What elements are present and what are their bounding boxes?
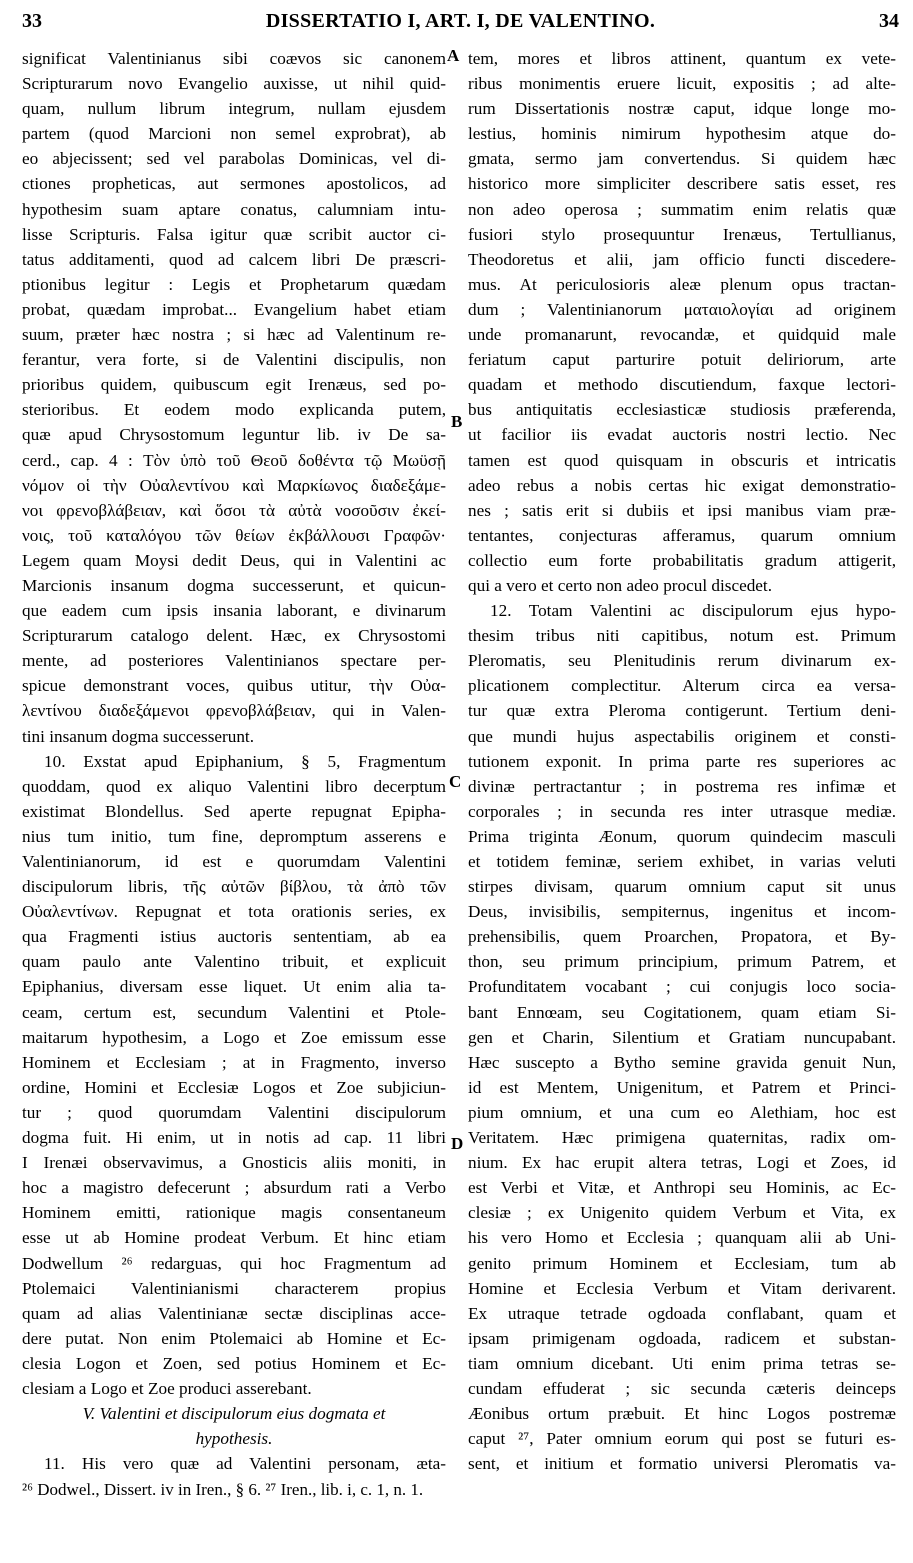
text-line: Valentinianorum, id est e quorumdam Valentini [22,852,446,871]
text-line: partem (quod Marcioni non semel exprobrat), ab [22,124,446,144]
text-line: V. Valentini et discipulorum eius dogmata et [82,1404,386,1424]
text-line: νοις, τοῦ καταλόγου τῶν θείων ἐκβάλλουσι Γραφῶν· [22,525,446,545]
margin-letter-a: A [447,46,460,65]
right-column [468,46,896,1476]
text-line: cerd., cap. 4 : Τὸν ὑπὸ τοῦ Θεοῦ δοθέντα τῷ Μωϋσῇ [22,450,446,470]
text-line: Prima triginta Æonum, quorum quindecim masculi [468,826,896,846]
text-line: Marcionis insanum dogma successerunt, et quicun- [22,575,446,595]
footnote-line: ²⁶ Dodwel., Dissert. iv in Iren., § 6. ²⁷ Iren., lib. i, c. 1, n. 1. [22,1480,424,1499]
text-line: quadam et methodo discutiendum, faxque lectori- [468,375,896,395]
text-line: historico more simpliciter describere satis esset, res [468,174,896,194]
text-line: Hominem et Ecclesiam ; at in Fragmento, inverso [22,1052,446,1072]
text-line: quam paulo ante Valentino tribuit, et explicuit [22,952,446,972]
text-line: spicue demonstrant voces, quibus utitur, τὴν Οὐα- [22,676,446,696]
text-line: Æonibus ortum præbuit. Et hinc Logos postremæ [468,1404,896,1424]
text-line: I Irenæi observavimus, a Gnosticis aliis moniti, in [22,1153,446,1173]
text-line: Legem quam Moysi dedit Deus, qui in Valentini ac [22,550,446,570]
text-line: Veritatem. Hæc primigena quaternitas, radix om- [468,1128,896,1148]
text-line: probat, quædam improbat... Evangelium habet etiam [22,299,446,319]
text-line: hypothesim suam aptare conatus, calumniam intu- [22,199,446,219]
text-line: Profunditatem vocabant ; cui conjugis loco socia- [468,977,896,997]
text-line: discipulorum libris, τῆς αὐτῶν βίβλου, τὰ ἀπὸ τῶν [22,877,446,897]
text-line: ctiones propheticas, aut sermones apostolicos, ad [22,174,446,194]
text-line: et totidem feminæ, seriem exhibet, in varias veluti [468,852,896,871]
text-line: que mundi hujus aspectabilis originem et consti- [468,726,896,746]
text-line: quam, nullum librum integrum, nullam ejusdem [22,99,446,119]
text-line: tamen est quod quisquam in obscuris et intricatis [468,450,896,470]
text-line: tini insanum dogma successerunt. [22,726,254,746]
page-number-left: 33 [22,10,42,32]
text-line: tur quæ extra Pleroma contigerunt. Tertium deni- [468,701,896,721]
text-line: dere putat. Non enim Ptolemaici ab Homine et Ec- [22,1328,446,1348]
text-line: fusiori stylo prosequuntur Irenæus, Tertullianus, [468,224,896,244]
text-line: thon, seu primum principium, primum Patrem, et [468,952,896,972]
text-line: clesiæ ; ex Unigenito quidem Verbum et Vita, ex [468,1203,896,1223]
text-line: gen et Charin, Silentium et Gratiam nuncupabant. [468,1027,896,1047]
text-line: bant Ennœam, seu Cogitationem, quam etiam Si- [468,1002,896,1022]
text-line: maitarum hypothesim, a Logo et Zoe emissum esse [22,1027,446,1047]
text-line: Pleromatis, seu Plenitudinis rerum divinarum ex- [468,651,896,671]
text-line: Homine et Ecclesia Verbum et Vitam derivarent. [468,1278,896,1298]
margin-letter-d: D [451,1134,464,1153]
text-line: rum Dissertationis nostræ caput, idque longe mo- [468,99,896,119]
text-line: est Verbi et Vitæ, et Anthropi seu Hominis, ac Ec- [468,1178,896,1198]
text-line: tiam omnium dicebant. Uti enim prima tetras se- [468,1353,896,1373]
text-line: qui a vero et certo non adeo procul discedet. [468,575,773,595]
text-line: mus. At periculosioris aleæ plenum opus tractan- [468,274,896,294]
text-line: ptionibus legitur : Legis et Prophetarum quædam [22,274,446,294]
text-line: Ex utraque tetrade ogdoada conflabant, quam et [468,1303,896,1323]
text-line: Epiphanius, diversam esse liquet. Ut enim alia ta- [22,977,446,997]
page-number-right: 34 [879,10,899,32]
text-line: mente, ad posteriores Valentinianos spectare per- [22,651,446,671]
text-line: nes ; satis erit si dubiis et ipsi manibus viam præ- [468,500,896,520]
text-line: Scripturarum novo Evangelio auxisse, ut nihil quid- [22,74,446,94]
running-header [22,10,899,40]
text-line: lestius, hominis nimirum hypothesim atque do- [468,124,896,144]
text-line: Scripturarum catalogo delent. Hæc, ex Chrysostomi [22,626,446,646]
text-line: adeo rebus a nobis certas hic exigat demonstratio- [468,475,896,495]
text-line: unde promanarunt, revocandæ, et quidquid male [468,325,896,345]
text-line: ferantur, vera forte, si de Valentini discipulis, non [22,350,446,370]
text-line: Hominem emitti, rationique magis consentaneum [22,1203,446,1223]
text-line: dogma fuit. Hi enim, ut in notis ad cap. 11 libri [22,1128,446,1148]
text-line: corporales ; in secunda res inter utrasque mediæ. [468,801,896,821]
text-line: clesia Logon et Zoen, sed potius Hominem et Ec- [22,1353,446,1373]
text-line: ipsam primigenam ogdoada, radicem et substan- [468,1328,896,1348]
text-line: existimat Blondellus. Sed aperte repugnat Epipha- [22,801,446,821]
margin-letter-b: B [451,412,463,431]
left-column [22,46,446,1476]
text-line: Οὐαλεντίνων. Repugnat et tota orationis series, ex [22,902,446,922]
text-line: dum ; Valentinianorum ματαιολογίαι ad originem [468,299,896,319]
text-line: lisse Scripturis. Falsa igitur quæ scribit auctor ci- [22,224,446,244]
text-line: que eadem cum ipsis insania laborant, e divinarum [22,601,446,621]
text-line: significat Valentinianus sibi coævos sic canonem [22,49,446,68]
text-line: caput ²⁷, Pater omnium eorum qui post se futuri es- [468,1429,896,1449]
text-line: νόμον οἱ τὴν Οὐαλεντίνου καὶ Μαρκίωνος διαδεξάμε- [22,475,446,495]
text-line: prehensibilis, quem Proarchen, Propatora, et By- [468,927,896,947]
text-line: eo abjecissent; sed vel parabolas Dominicas, vel di- [22,149,446,169]
text-line: tentantes, conjecturas afferamus, quarum omnium [468,525,896,545]
text-line: prioribus quidem, quibuscum egit Irenæus, sed po- [22,375,446,395]
text-line: his vero Homo et Ecclesia ; quanquam alii ab Uni- [468,1228,896,1248]
text-line: quoddam, quod ex aliquo Valentini libro decerptum [22,776,446,796]
text-line: Dodwellum ²⁶ redarguas, qui hoc Fragmentum ad [22,1253,446,1273]
text-line: bus antiquitatis ecclesiasticæ studiosis præferenda, [468,400,896,420]
text-line: quam ad alias Valentinianæ sectæ disciplinas acce- [22,1303,446,1323]
text-line: collectio eum forte probabilitatis gradum attigerit, [468,550,896,570]
text-line: feriatum caput parturire potuit deliriorum, arte [468,350,896,370]
text-line: Ptolemaici Valentinianismi characterem propius [22,1278,446,1298]
text-line: clesiam a Logo et Zoe produci asserebant. [22,1378,312,1398]
text-line: ribus monimentis eruere licuit, expositis ; ad alte- [468,74,896,94]
text-line: id est Mentem, Unigenitum, et Patrem et Princi- [468,1077,896,1097]
text-line: sterioribus. Et eodem modo explicanda putem, [22,400,446,420]
text-line: tutionem exponit. In prima parte res superiores ac [468,751,896,771]
text-line: ut facilior iis evadat auctoris nostri lectio. Nec [468,425,896,445]
text-line: Deus, invisibilis, sempiternus, ingenitus et incom- [468,902,896,922]
text-line: suum, præter hæc nostra ; si hæc ad Valentinum re- [22,325,446,345]
text-line: νοι φρενοβλάβειαν, καὶ ὅσοι τὰ αὐτὰ νοσοῦσιν ἐκεί- [22,500,446,520]
text-line: esse ut ab Homine prodeat Verbum. Et hinc etiam [22,1228,446,1248]
text-line: sent, et initium et formatio universi Pleromatis va- [468,1454,896,1474]
text-line: quæ apud Chrysostomum leguntur lib. iv De sa- [22,425,446,445]
text-line: pium omnium, et una cum eo Alethiam, hoc est [468,1102,896,1122]
text-line: genito primum Hominem et Ecclesiam, tum ab [468,1253,896,1273]
text-line: Hæc suscepto a Bytho semine gravida genuit Nun, [468,1052,896,1072]
text-line: 10. Exstat apud Epiphanium, § 5, Fragmentum [44,751,446,771]
text-line: non adeo operosa ; summatim enim relatis quæ [468,199,896,219]
text-line: ceam, certum est, secundum Valentini et Ptole- [22,1002,446,1022]
text-line: Theodoretus et alii, jam officio functi discedere- [468,249,896,269]
margin-letter-c: C [449,772,462,791]
text-line: gmata, sermo jam convertendus. Si quidem hæc [468,149,896,169]
text-line: thesim tribus niti capitibus, notum est. Primum [468,626,896,646]
page-title: DISSERTATIO I, ART. I, DE VALENTINO. [265,10,656,32]
text-line: 12. Totam Valentini ac discipulorum ejus hypo- [490,601,896,621]
text-line: nium. Ex hac erupit altera tetras, Logi et Zoes, id [468,1153,896,1173]
text-line: λεντίνου διαδεξάμενοι φρενοβλάβειαν, qui in Valen- [22,701,446,721]
text-line: hypothesis. [195,1429,273,1449]
text-line: 11. His vero quæ ad Valentini personam, æta- [44,1454,446,1474]
text-line: tatus additamenti, quod ad calcem libri De præscri- [22,249,446,269]
text-line: nius tum initio, tum fine, depromptum asserens e [22,826,446,846]
text-line: plicationem complectitur. Alterum circa ea versa- [468,676,896,696]
text-line: divinæ pertractantur ; in postrema res infimæ et [468,776,896,796]
text-line: tur ; quod quorumdam Valentini discipulorum [22,1102,446,1122]
text-line: ordine, Homini et Ecclesiæ Logos et Zoe subjiciun- [22,1077,446,1097]
text-line: stirpes divisam, quarum omnium caput sit unus [468,877,896,897]
text-line: qua Fragmenti istius auctoris sententiam, ab ea [22,927,446,947]
footnotes [22,1480,892,1505]
text-line: tem, mores et libros attinent, quantum ex vete- [468,49,896,68]
text-line: cundam effuderat ; sic secunda cæteris deinceps [468,1378,896,1398]
text-line: hoc a magistro defecerunt ; absurdum rati a Verbo [22,1178,446,1198]
